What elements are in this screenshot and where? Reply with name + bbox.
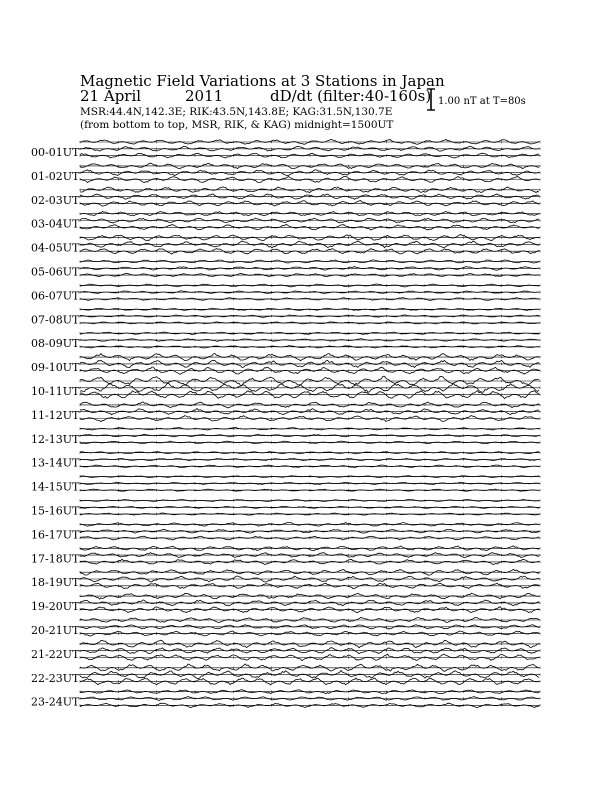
magnetometer-trace <box>80 506 539 508</box>
hour-row-label: 09-10UT <box>31 361 80 375</box>
hour-row <box>31 523 540 542</box>
hour-row <box>31 690 540 709</box>
hour-row-label: 06-07UT <box>31 289 80 303</box>
chart-year: 2011 <box>185 87 224 105</box>
hour-row-label: 15-16UT <box>31 504 80 518</box>
chart-header <box>80 72 445 131</box>
hour-row <box>31 139 540 159</box>
hour-row-label: 20-21UT <box>31 624 80 637</box>
hour-row-label: 18-19UT <box>31 576 80 590</box>
hour-row-label: 16-17UT <box>31 528 80 542</box>
hour-row <box>31 499 540 517</box>
hour-row <box>31 376 540 398</box>
hour-row-label: 02-03UT <box>31 193 80 207</box>
hour-row-label: 21-22UT <box>31 647 80 661</box>
hour-row-label: 08-09UT <box>31 337 80 351</box>
scale-bar <box>427 89 526 110</box>
hour-row <box>31 284 540 302</box>
hour-row <box>31 664 540 685</box>
hour-row-label: 00-01UT <box>31 146 80 159</box>
hour-row <box>31 640 540 661</box>
hour-row <box>31 428 540 446</box>
hour-row <box>31 569 540 589</box>
hour-row <box>31 402 540 422</box>
hour-row-label: 23-24UT <box>31 695 80 709</box>
hour-row <box>31 163 540 183</box>
hour-row <box>31 235 540 255</box>
chart-title: Magnetic Field Variations at 3 Stations in Japan <box>80 72 445 90</box>
hour-row <box>31 353 540 374</box>
hour-row-label: 10-11UT <box>31 385 80 398</box>
hour-row <box>31 308 540 326</box>
hour-row-label: 01-02UT <box>31 169 80 183</box>
chart-date: 21 April <box>80 87 142 105</box>
hour-row-label: 19-20UT <box>31 600 80 614</box>
magnetometer-trace <box>80 434 539 437</box>
hour-row <box>31 452 540 470</box>
hour-row-label: 22-23UT <box>31 671 80 685</box>
trace-order-note: (from bottom to top, MSR, RIK, & KAG) midnight=1500UT <box>80 119 394 131</box>
hour-row-label: 14-15UT <box>31 480 80 494</box>
hour-row-label: 11-12UT <box>31 408 80 422</box>
hour-row-label: 12-13UT <box>31 432 80 446</box>
station-coordinates: MSR:44.4N,142.3E; RIK:43.5N,143.8E; KAG:31.5N,130.7E <box>80 106 393 118</box>
hour-row <box>31 332 540 350</box>
hour-row <box>31 593 540 613</box>
chart-quantity: dD/dt (filter:40-160s) <box>270 87 432 105</box>
hour-row <box>31 618 540 637</box>
hour-rows <box>31 139 540 708</box>
hour-row <box>31 475 540 493</box>
hour-row-label: 13-14UT <box>31 456 80 470</box>
hour-row <box>31 187 540 207</box>
hour-row-label: 07-08UT <box>31 313 80 327</box>
hour-row-label: 04-05UT <box>31 241 80 255</box>
hour-row-label: 17-18UT <box>31 552 80 566</box>
hour-row-label: 03-04UT <box>31 217 80 231</box>
scale-bar-label: 1.00 nT at T=80s <box>438 96 526 107</box>
hour-row <box>31 546 540 566</box>
hour-row-label: 05-06UT <box>31 265 80 279</box>
hour-row <box>31 260 540 279</box>
hour-row <box>31 211 540 230</box>
